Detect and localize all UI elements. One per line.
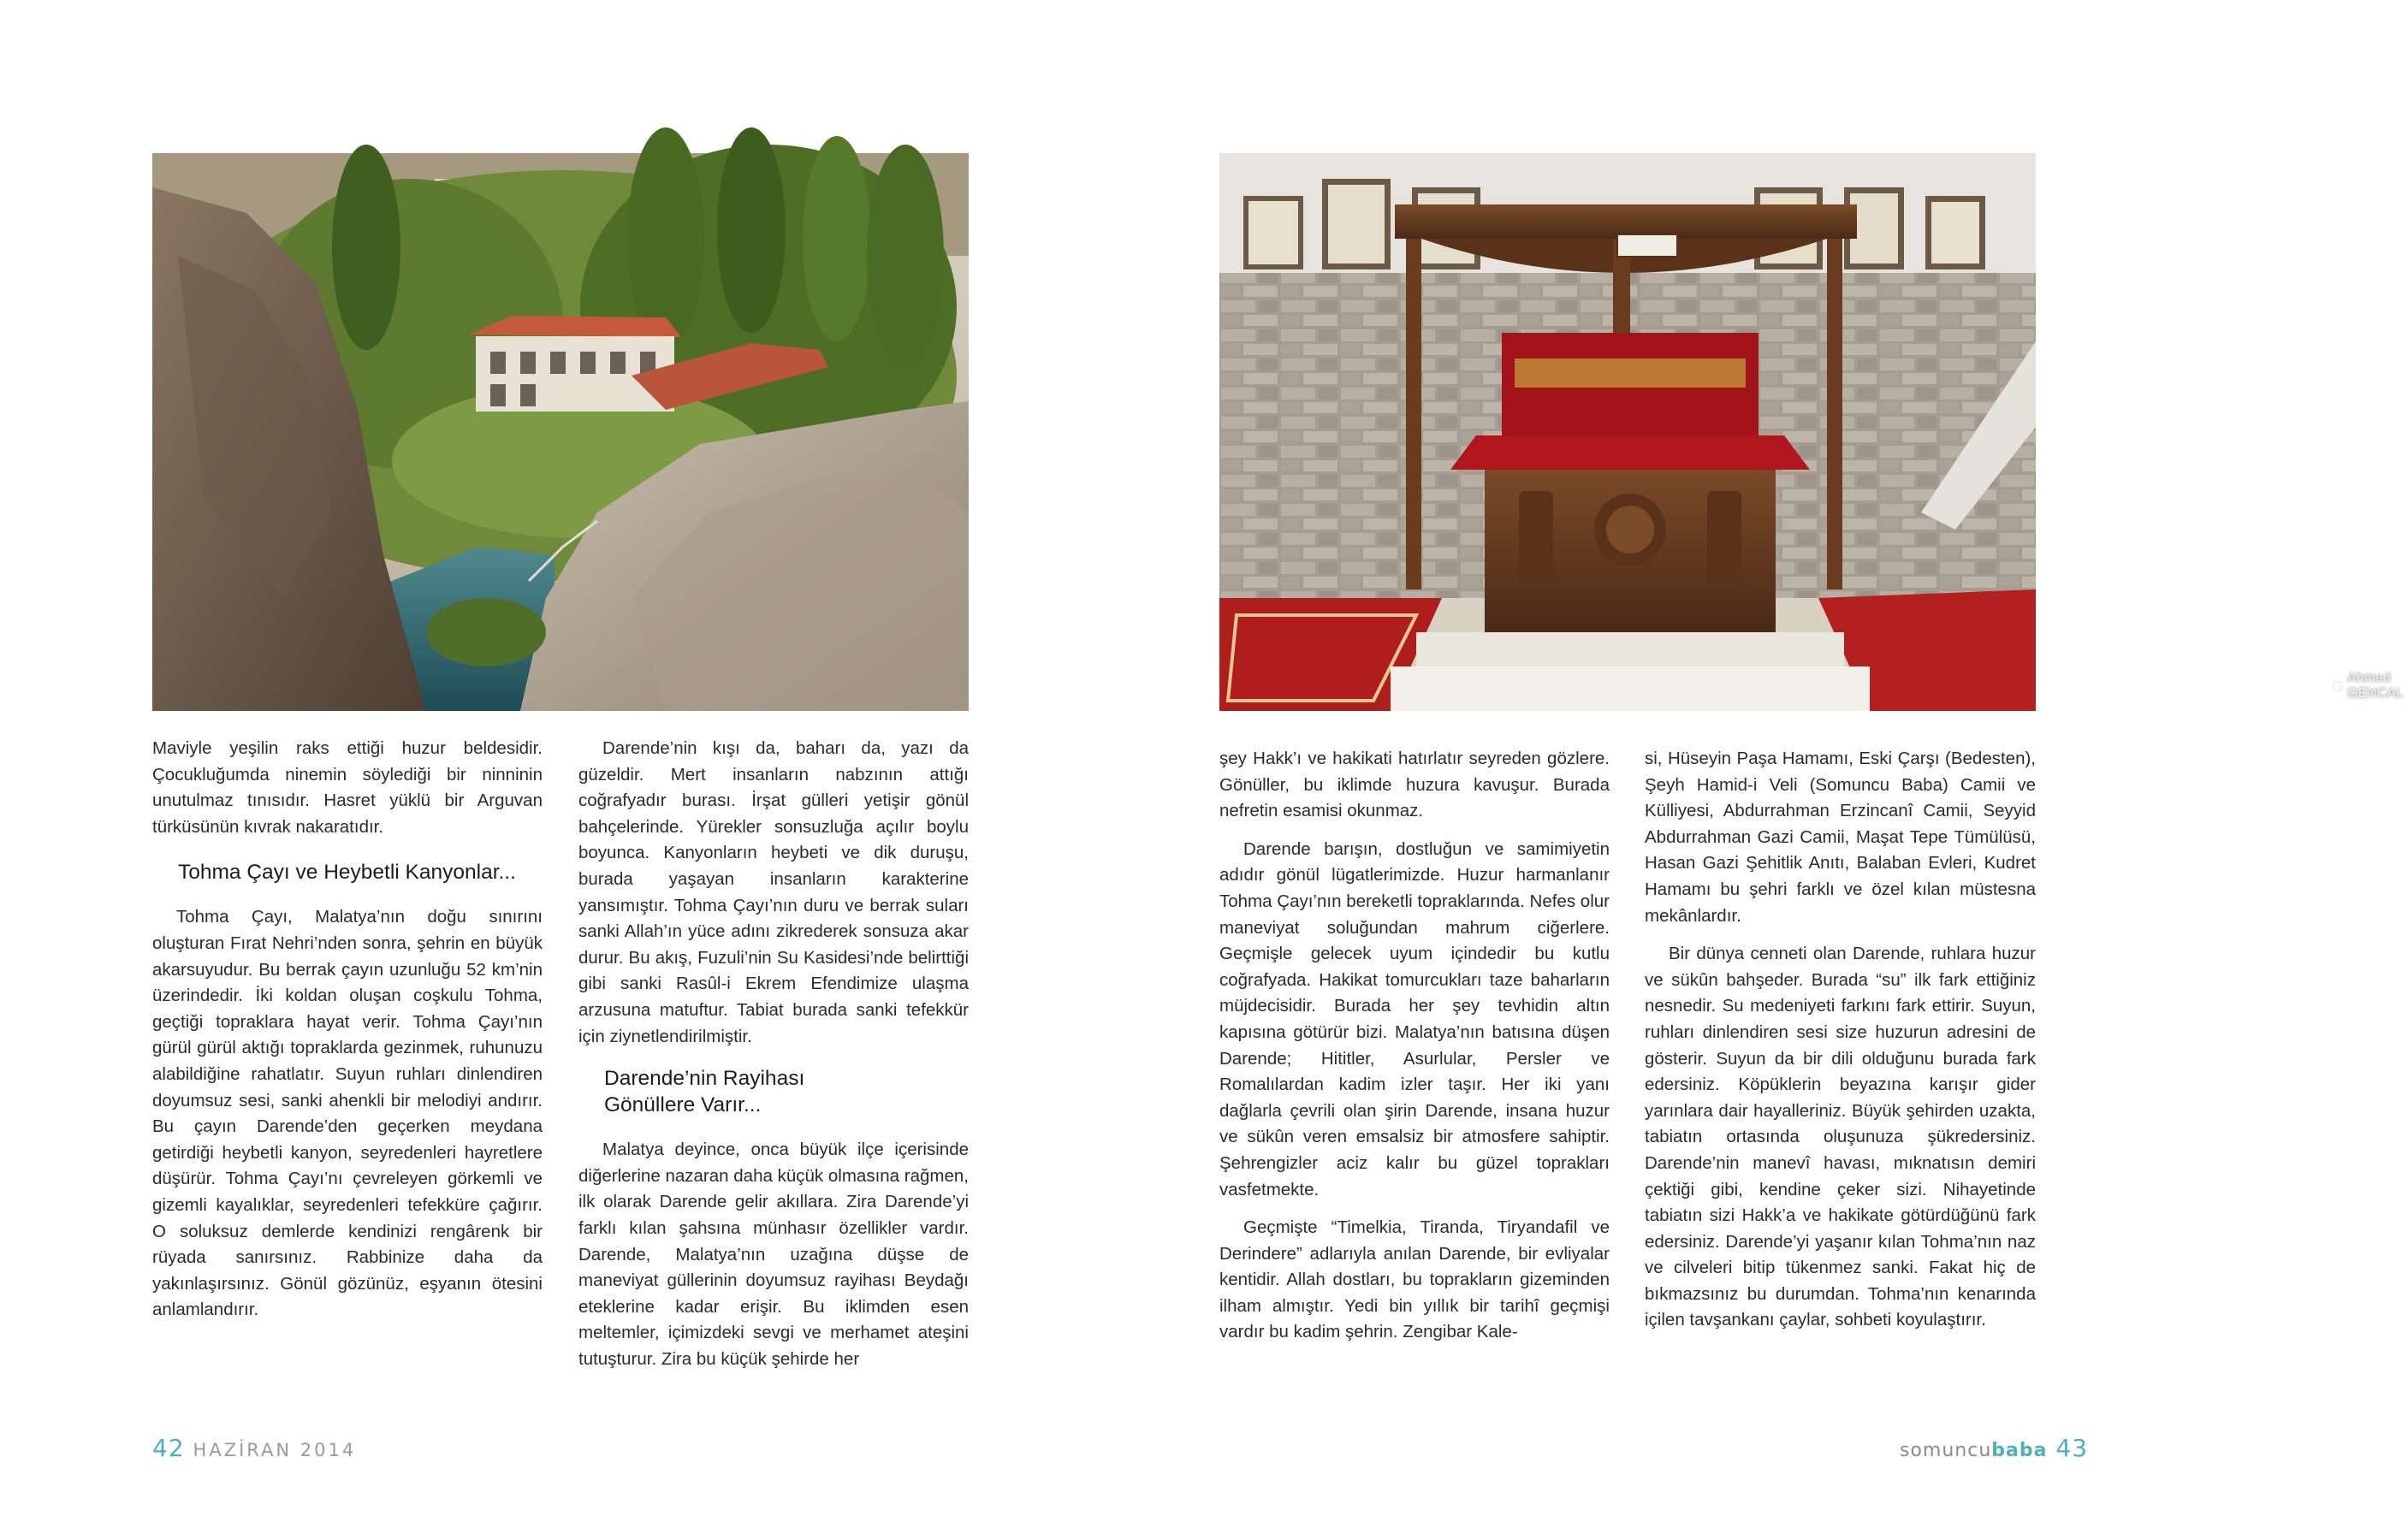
page-number-right: 43 — [2055, 1434, 2089, 1462]
photo-credit — [2333, 671, 2408, 702]
section-heading-rayiha — [604, 1065, 969, 1118]
magazine-brand-part2: baba — [1991, 1440, 2048, 1461]
canyon-photo — [152, 153, 969, 711]
intro-paragraph: Maviyle yeşilin raks ettiği huzur beldesidir. Çocukluğumda ninemin söylediği bir ninninin unutulmaz tınısıdır. Hasret yüklü bir Arguvan türküsünün kıvrak nakaratıdır. — [152, 738, 543, 837]
right-folio — [1900, 1434, 2088, 1462]
water-paragraph: Bir dünya cenneti olan Darende, ruhlara huzur ve sükûn bahşeder. Burada “su” ilk fark ettiğiniz nesnedir. Su medeniyeti farkını fark ettirir. Suyun, ruhları dinlendiren sesi size huzurun adresini de gösterir. Suyun da bir dili olduğunu burada fark edersiniz. Köpüklerin beyazına karışır gider yarınlara dair hayalleriniz. Büyük şehirden uzakta, tabiatın ortasında oluşunuza şükredersiniz. Darende’nin manevî havası, mıknatısın demiri çektiği gibi, kendine çeker sizi. Nihayetinde tabiatın sizi Hakk’a ve hakikate götürdüğünü fark edersiniz. Darende’yi yaşanır kılan Tohma’nın naz ve cilveleri bitip tükenmez sanki. Fakat hiç de bıkmazsınız bu durumdan. Tohma’nın kenarında içilen tavşankanı çaylar, sohbeti koyulaştırır. — [1645, 944, 2036, 1330]
continuation-paragraph: şey Hakk’ı ve hakikati hatırlatır seyreden gözlere. Gönüller, bu iklimde huzura kavuşur. Burada nefretin esamisi okunmaz. — [1219, 749, 1610, 821]
section-heading-tohma: Tohma Çayı ve Heybetli Kanyonlar... — [178, 861, 516, 885]
left-folio — [152, 1434, 356, 1462]
right-page — [1087, 0, 2404, 1516]
darende-seasons-paragraph: Darende’nin kışı da, baharı da, yazı da güzeldir. Mert insanların nabzının attığı coğrafyadır burası. İrşat gülleri yetişir gönül bahçelerinde. Yürekler sonsuzluğa açılır boylu boyunca. Kanyonların heybeti ve dik duruşu, burada yaşayan insanların karakterine yansımıştır. Tohma Çayı’nın duru ve berrak suları sanki Allah’ın yüce adını zikrederek sonsuza akar durur. Bu akış, Fuzuli’nin Su Kasidesi’nde belirttiği gibi sanki Rasûl-i Ekrem Efendimize ulaşma arzusuna matuftur. Tabiat burada sanki tefekkür için ziynetlendirilmiştir. — [578, 738, 969, 1046]
camera-icon — [2333, 681, 2342, 692]
canyon-photo-illustration — [152, 153, 969, 711]
left-column-1 — [152, 736, 543, 1335]
tohma-paragraph: Tohma Çayı, Malatya’nın doğu sınırını oluşturan Fırat Nehri’nden sonra, şehrin en büyük akarsuyudur. Bu berrak çayın uzunluğu 52 km’nin üzerindedir. İki koldan oluşan coşkulu Tohma, geçtiği topraklara hayat verir. Tohma Çayı’nın gürül gürül aktığı topraklarda gezinmek, ruhunuzu alabildiğine rahatlatır. Suyun ruhları dinlendiren doyumsuz sesi, sanki ahenkli bir melodiyi andırır. Bu çayın Darende’den geçerken meydana getirdiği heybetli kanyon, seyredenleri hayretlere düşürür. Tohma Çayı’nı çevreleyen görkemli ve gizemli kayalıklar, seyredenleri tefekküre çağırır. O soluksuz demlerde kendinizi rengârenk bir rüyada sanırsınız. Rabbinize daha da yakınlaşırsınız. Gönül gözünüz, eşyanın ötesini anlamlandırır. — [152, 907, 543, 1320]
page-number-left: 42 — [152, 1434, 185, 1462]
section-heading-rayiha-line1: Darende’nin Rayihası — [604, 1067, 805, 1091]
magazine-brand-part1: somuncu — [1900, 1440, 1992, 1461]
tomb-photo-illustration — [1219, 153, 2036, 711]
issue-date: HAZİRAN 2014 — [193, 1440, 357, 1460]
peace-paragraph: Darende barışın, dostluğun ve samimiyetin adıdır gönül lügatlerimizde. Huzur harmanlanır Tohma Çayı’nın bereketli topraklarında. Nefes olur maneviyat soluğundan mahrum ciğerlere. Geçmişle gelecek uyum içindedir bu kutlu coğrafyada. Hakikat tomurcukları taze baharların müjdecisidir. Burada her şey tevhidin altın kapısına götürür bizi. Malatya’nın batısına düşen Darende; Hititler, Asurlular, Persler ve Romalılardan kadim izler taşır. Her iki yanı dağlarla çevrili olan şirin Darende, insana huzur ve sükûn veren emsalsiz bir atmosfere sahiptir. Şehrengizler aciz kalır bu güzel toprakları vasfetmekte. — [1219, 838, 1610, 1199]
right-column-2 — [1645, 746, 2036, 1346]
right-column-1 — [1219, 746, 1610, 1358]
landmarks-paragraph: si, Hüseyin Paşa Hamamı, Eski Çarşı (Bedesten), Şeyh Hamid-i Veli (Somuncu Baba) Camii ve Külliyesi, Abdurrahman Erzincanî Camii, Seyyid Abdurrahman Gazi Camii, Maşat Tepe Tümülüsü, Hasan Gazi Şehitlik Anıtı, Balaban Evleri, Kudret Hamamı bu şehri farklı ve özel kılan müstesna mekânlardır. — [1645, 749, 2036, 926]
photo-credit-name: Ahmed GENCAL — [2347, 671, 2404, 701]
section-heading-rayiha-line2: Gönüllere Varır... — [604, 1093, 762, 1117]
history-paragraph: Geçmişte “Timelkia, Tiranda, Tiryandafil ve Derindere” adlarıyla anılan Darende, bir evliyalar kentidir. Allah dostları, bu toprakların gizeminden ilham almıştır. Yedi bin yıllık bir tarihî geçmişi vardır bu kadim şehrin. Zengibar Kale- — [1219, 1217, 1610, 1342]
malatya-paragraph: Malatya deyince, onca büyük ilçe içerisinde diğerlerine nazaran daha küçük olmasına rağmen, ilk olarak Darende gelir akıllara. Zira Darende’yi farklı kılan şahsına münhasır özellikler vardır. Darende, Malatya’nın uzağına düşse de maneviyat güllerinin doyumsuz rayihası Beydağı eteklerine kadar erişir. Bu iklimden esen meltemler, içimizdeki sevgi ve merhamet ateşini tutuşturur. Zira bu küçük şehirde her — [578, 1140, 969, 1369]
left-column-2 — [578, 736, 969, 1384]
tomb-photo — [1219, 153, 2036, 711]
left-page — [0, 0, 1086, 1516]
